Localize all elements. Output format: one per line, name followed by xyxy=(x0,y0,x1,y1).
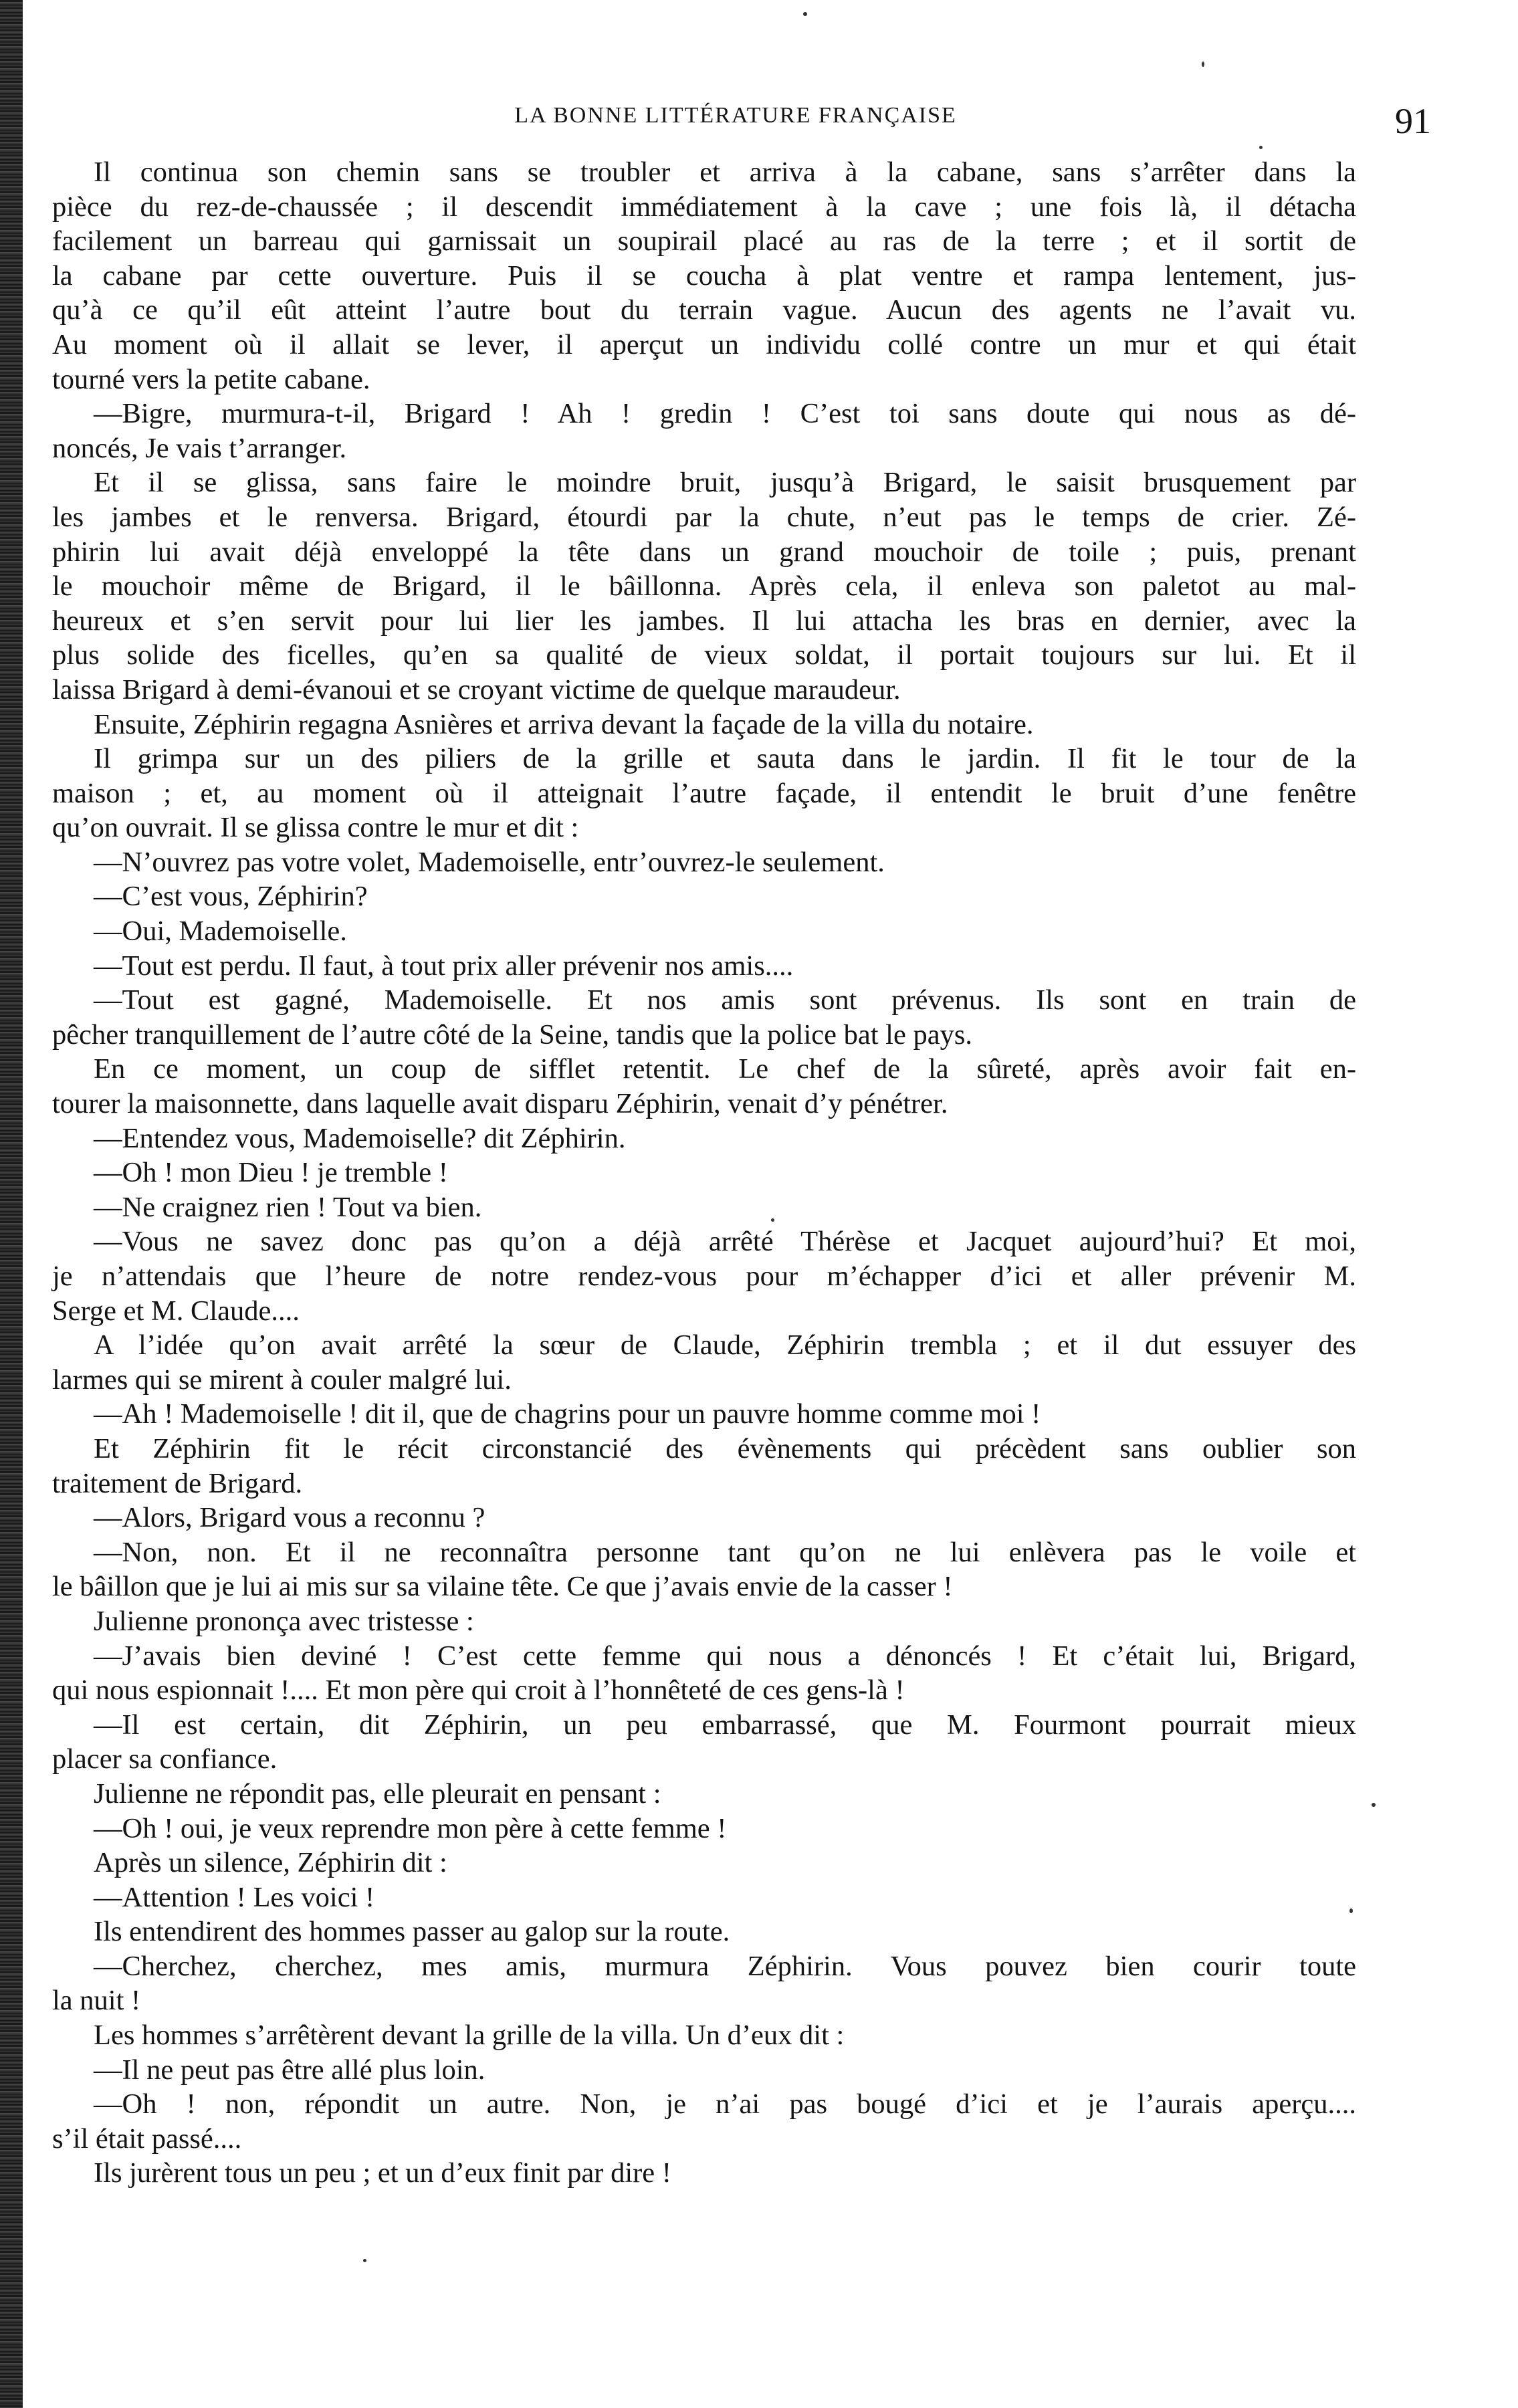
text-line: le bâillon que je lui ai mis sur sa vilaine tête. Ce que j’avais envie de la casser ! xyxy=(52,1571,953,1603)
text-line: je n’attendais que l’heure de notre rendez-vous pour m’échapper d’ici et aller prévenir M. xyxy=(52,1261,1356,1292)
text-line: pièce du rez-de-chaussée ; il descendit immédiatement à la cave ; une fois là, il détacha xyxy=(52,191,1356,223)
book-spine-edge xyxy=(0,0,23,2408)
text-line: —Oh ! mon Dieu ! je tremble ! xyxy=(94,1157,448,1189)
text-line: Au moment où il allait se lever, il aperçut un individu collé contre un mur et qui était xyxy=(52,328,1356,360)
text-line: —Attention ! Les voici ! xyxy=(94,1881,375,1913)
text-line: En ce moment, un coup de sifflet retentit. Le chef de la sûreté, après avoir fait en- xyxy=(94,1053,1356,1085)
body-text xyxy=(52,155,1356,2191)
text-line: Il continua son chemin sans se troubler et arriva à la cabane, sans s’arrêter dans la xyxy=(94,156,1356,188)
text-line: —Oh ! oui, je veux reprendre mon père à cette femme ! xyxy=(94,1812,727,1844)
text-line: —N’ouvrez pas votre volet, Mademoiselle, entr’ouvrez-le seulement. xyxy=(94,846,885,878)
text-line: —Vous ne savez donc pas qu’on a déjà arrêté Thérèse et Jacquet aujourd’hui? Et moi, xyxy=(94,1226,1356,1258)
text-line: —C’est vous, Zéphirin? xyxy=(94,881,368,913)
text-line: maison ; et, au moment où il atteignait l’autre façade, il entendit le bruit d’une fenêtre xyxy=(52,777,1356,809)
text-line: —J’avais bien deviné ! C’est cette femme qui nous a dénoncés ! Et c’était lui, Brigard, xyxy=(94,1640,1356,1672)
text-line: laissa Brigard à demi-évanoui et se croyant victime de quelque maraudeur. xyxy=(52,673,901,705)
text-line: —Entendez vous, Mademoiselle? dit Zéphirin. xyxy=(94,1122,626,1154)
text-line: —Bigre, murmura-t-il, Brigard ! Ah ! gredin ! C’est toi sans doute qui nous as dé- xyxy=(94,398,1356,430)
text-line: larmes qui se mirent à couler malgré lui. xyxy=(52,1363,512,1396)
text-line: Ils entendirent des hommes passer au galop sur la route. xyxy=(94,1916,730,1948)
text-line: —Non, non. Et il ne reconnaîtra personne tant qu’on ne lui enlèvera pas le voile et xyxy=(94,1536,1356,1568)
text-line: Ensuite, Zéphirin regagna Asnières et arriva devant la façade de la villa du notaire. xyxy=(94,708,1034,740)
text-line: Julienne prononça avec tristesse : xyxy=(94,1605,474,1637)
text-line: —Oui, Mademoiselle. xyxy=(94,915,347,948)
print-speck xyxy=(1259,146,1263,149)
print-speck xyxy=(1202,62,1204,67)
text-line: heureux et s’en servit pour lui lier les jambes. Il lui attacha les bras en dernier, avec la xyxy=(52,605,1356,637)
text-line: placer sa confiance. xyxy=(52,1743,278,1775)
text-line: Et il se glissa, sans faire le moindre bruit, jusqu’à Brigard, le saisit brusquement par xyxy=(94,467,1356,499)
print-speck xyxy=(363,2259,366,2262)
text-line: Il grimpa sur un des piliers de la grille et sauta dans le jardin. Il fit le tour de la xyxy=(94,743,1356,775)
page-header xyxy=(94,100,1431,147)
print-speck xyxy=(1372,1803,1376,1807)
text-line: traitement de Brigard. xyxy=(52,1467,303,1499)
text-line: Et Zéphirin fit le récit circonstancié des évènements qui précèdent sans oublier son xyxy=(94,1432,1356,1464)
text-line: noncés, Je vais t’arranger. xyxy=(52,432,347,464)
text-line: facilement un barreau qui garnissait un soupirail placé au ras de la terre ; et il sortit de xyxy=(52,225,1356,257)
running-head: LA BONNE LITTÉRATURE FRANÇAISE xyxy=(514,103,957,128)
text-line: la cabane par cette ouverture. Puis il se coucha à plat ventre et rampa lentement, jus- xyxy=(52,259,1356,292)
text-line: les jambes et le renversa. Brigard, étourdi par la chute, n’eut pas le temps de crier. Zé- xyxy=(52,501,1356,533)
text-line: la nuit ! xyxy=(52,1985,141,2017)
text-line: tourné vers la petite cabane. xyxy=(52,363,370,395)
print-speck xyxy=(803,12,807,16)
text-line: qui nous espionnait !.... Et mon père qui croit à l’honnêteté de ces gens-là ! xyxy=(52,1674,905,1707)
text-line: s’il était passé.... xyxy=(52,2122,242,2155)
text-line: A l’idée qu’on avait arrêté la sœur de Claude, Zéphirin trembla ; et il dut essuyer des xyxy=(94,1329,1356,1361)
text-line: pêcher tranquillement de l’autre côté de la Seine, tandis que la police bat le pays. xyxy=(52,1018,972,1051)
text-line: Les hommes s’arrêtèrent devant la grille de la villa. Un d’eux dit : xyxy=(94,2019,845,2052)
text-line: tourer la maisonnette, dans laquelle avait disparu Zéphirin, venait d’y pénétrer. xyxy=(52,1088,948,1120)
text-line: —Cherchez, cherchez, mes amis, murmura Zéphirin. Vous pouvez bien courir toute xyxy=(94,1950,1356,1982)
text-line: plus solide des ficelles, qu’en sa qualité de vieux soldat, il portait toujours sur lui. Et il xyxy=(52,639,1356,671)
text-line: qu’à ce qu’il eût atteint l’autre bout du terrain vague. Aucun des agents ne l’avait vu. xyxy=(52,294,1356,326)
text-line: —Oh ! non, répondit un autre. Non, je n’ai pas bougé d’ici et je l’aurais aperçu.... xyxy=(94,2088,1356,2120)
print-speck xyxy=(1349,1908,1353,1913)
text-line: —Ne craignez rien ! Tout va bien. xyxy=(94,1191,482,1223)
text-line: —Il ne peut pas être allé plus loin. xyxy=(94,2054,485,2086)
text-line: —Tout est perdu. Il faut, à tout prix aller prévenir nos amis.... xyxy=(94,950,794,982)
text-line: Serge et M. Claude.... xyxy=(52,1295,300,1327)
text-line: —Tout est gagné, Mademoiselle. Et nos amis sont prévenus. Ils sont en train de xyxy=(94,984,1356,1016)
page-number: 91 xyxy=(1395,101,1431,141)
text-line: —Il est certain, dit Zéphirin, un peu embarrassé, que M. Fourmont pourrait mieux xyxy=(94,1709,1356,1741)
text-line: qu’on ouvrait. Il se glissa contre le mur et dit : xyxy=(52,812,579,844)
text-line: Après un silence, Zéphirin dit : xyxy=(94,1847,447,1879)
print-speck xyxy=(771,1218,774,1222)
text-line: —Alors, Brigard vous a reconnu ? xyxy=(94,1502,485,1534)
text-line: Ils jurèrent tous un peu ; et un d’eux finit par dire ! xyxy=(94,2157,671,2189)
text-line: —Ah ! Mademoiselle ! dit il, que de chagrins pour un pauvre homme comme moi ! xyxy=(94,1398,1041,1430)
text-line: Julienne ne répondit pas, elle pleurait en pensant : xyxy=(94,1777,661,1810)
text-line: phirin lui avait déjà enveloppé la tête dans un grand mouchoir de toile ; puis, prenant xyxy=(52,536,1356,568)
text-line: le mouchoir même de Brigard, il le bâillonna. Après cela, il enleva son paletot au mal- xyxy=(52,570,1356,603)
